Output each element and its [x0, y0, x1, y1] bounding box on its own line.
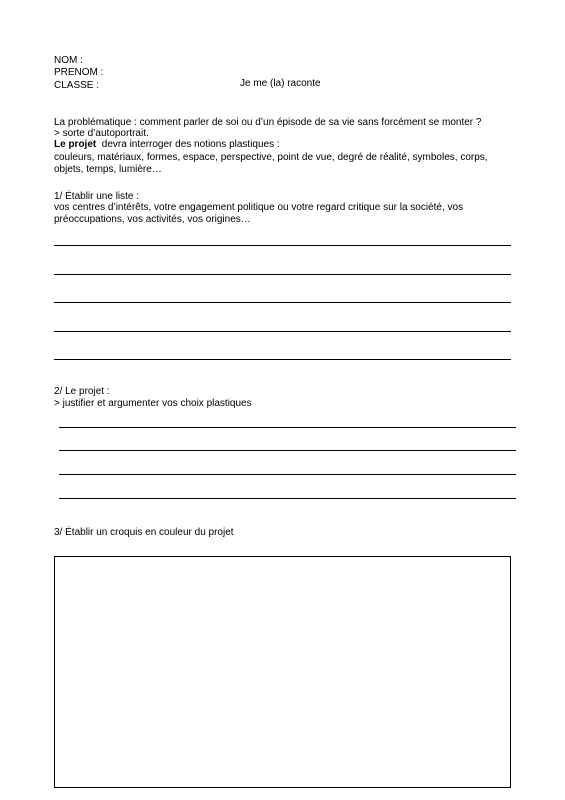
sketch-area[interactable] [54, 556, 511, 788]
answer-line[interactable] [59, 427, 516, 428]
answer-line[interactable] [59, 450, 516, 451]
projet-rest-text: devra interroger des notions plastiques : [96, 139, 280, 150]
notions-line-1: couleurs, matériaux, formes, espace, perspective, point de vue, degré de réalité, symboles, corps, [54, 152, 488, 163]
section3-title: 3/ Établir un croquis en couleur du projet [54, 527, 234, 538]
autoportrait-text: > sorte d’autoportrait. [54, 128, 149, 139]
prenom-label: PRENOM : [54, 67, 104, 78]
answer-line[interactable] [54, 331, 511, 332]
answer-line[interactable] [54, 245, 511, 246]
notions-line-2: objets, temps, lumière… [54, 164, 162, 175]
nom-label: NOM : [54, 55, 83, 66]
answer-line[interactable] [54, 359, 511, 360]
answer-line[interactable] [54, 274, 511, 275]
classe-label: CLASSE : [54, 80, 100, 91]
answer-line[interactable] [59, 498, 516, 499]
answer-line[interactable] [54, 302, 511, 303]
problematique-text: La problématique : comment parler de soi ou d’un épisode de sa vie sans forcément se monter ? [54, 117, 482, 128]
section1-title: 1/ Établir une liste : [54, 191, 140, 202]
answer-line[interactable] [59, 474, 516, 475]
section2-title: 2/ Le projet : [54, 386, 110, 397]
page-title: Je me (la) raconte [240, 78, 321, 89]
projet-bold-label: Le projet [54, 139, 97, 150]
section1-line-2: préoccupations, vos activités, vos origines… [54, 214, 251, 225]
section1-line-1: vos centres d’intérêts, votre engagement politique ou votre regard critique sur la société, vos [54, 202, 464, 213]
projet-line [54, 139, 280, 150]
section2-subtitle: > justifier et argumenter vos choix plastiques [54, 398, 252, 409]
